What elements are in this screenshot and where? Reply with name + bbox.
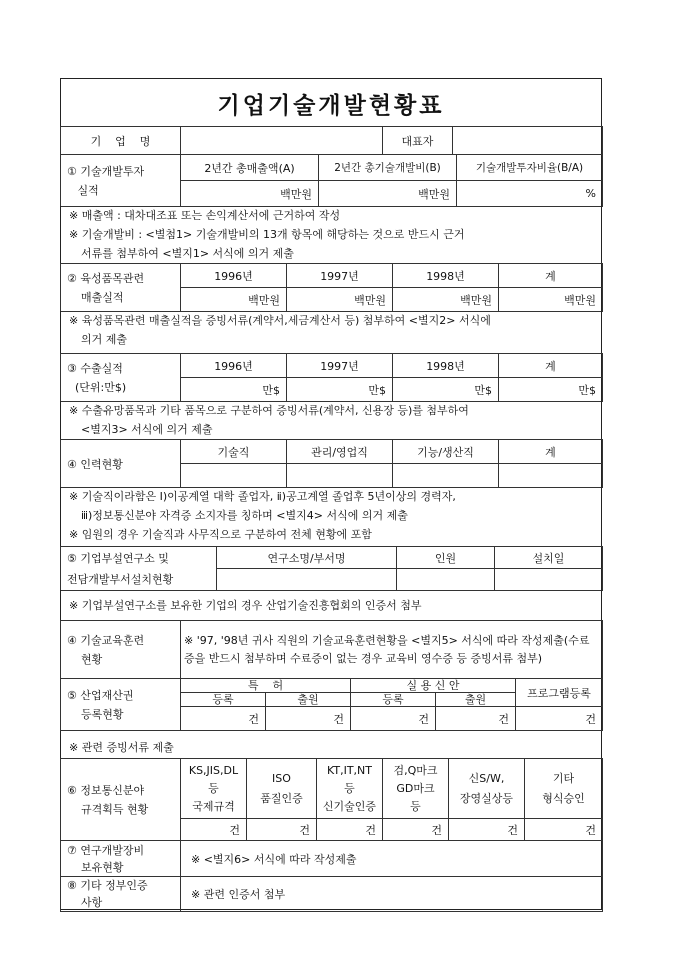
ip-label-line1: ⑤ 산업재산권 (67, 688, 134, 702)
total-header: 계 (499, 440, 603, 464)
rnd-ratio-header: 기술개발투자비율(B/A) (457, 155, 603, 181)
export-label-line1: ③ 수출실적 (67, 361, 123, 375)
notes-section-2 (60, 311, 602, 353)
representative-label: 대표자 (383, 127, 453, 155)
ip-label-line2: 등록현황 (81, 707, 124, 721)
production-staff-field[interactable] (393, 464, 499, 488)
ip-label (61, 679, 181, 731)
nurture-sales-label-line1: ② 육성품목관련 (67, 271, 145, 285)
company-name-label: 기 업 명 (61, 127, 181, 155)
nurture-sales-label (61, 264, 181, 312)
gov-cert-label-line1: ⑧ 기타 정부인증 (67, 879, 148, 892)
rnd-ratio-field[interactable]: % (457, 181, 603, 207)
patent-applied-field[interactable]: 건 (266, 707, 351, 731)
utility-registered-header: 등록 (351, 693, 436, 707)
header-line: 등 (344, 781, 355, 795)
header-line: 신기술인증 (322, 799, 377, 813)
note-line: 의거 제출 (81, 333, 128, 346)
header-line: 형식승인 (542, 791, 585, 805)
rnd-investment-label-line2: 실적 (67, 183, 99, 197)
intl-standard-header (181, 759, 247, 819)
note-line: ※ 임원의 경우 기술직과 사무직으로 구분하여 전체 현황에 포함 (69, 528, 372, 541)
sales-total-field[interactable]: 백만원 (499, 288, 603, 312)
company-table (60, 126, 603, 155)
equipment-instruction: ※ <별지6> 서식에 따라 작성제출 (181, 841, 603, 877)
rnd-investment-label (61, 155, 181, 207)
export-1998-field[interactable]: 만$ (393, 378, 499, 402)
lab-established-header: 설치일 (495, 547, 603, 569)
sales-1996-field[interactable]: 백만원 (181, 288, 287, 312)
total-rnd-cost-header: 2년간 총기술개발비(B) (319, 155, 457, 181)
export-total-field[interactable]: 만$ (499, 378, 603, 402)
header-line: GD마크 (396, 781, 435, 795)
utility-model-header: 실 용 신 안 (351, 679, 516, 693)
training-label (61, 621, 181, 679)
notes-section-4 (60, 487, 602, 546)
patent-header: 특 허 (181, 679, 351, 693)
certification-table (60, 758, 603, 841)
type-approval-header (525, 759, 603, 819)
total-rnd-cost-field[interactable]: 백만원 (319, 181, 457, 207)
year-1996-header: 1996년 (181, 354, 287, 378)
gov-cert-label (61, 877, 181, 912)
rnd-investment-table (60, 154, 603, 207)
patent-registered-header: 등록 (181, 693, 266, 707)
total-sales-header: 2년간 총매출액(A) (181, 155, 319, 181)
new-software-header (449, 759, 525, 819)
research-lab-label-line1: ⑤ 기업부설연구소 및 (61, 547, 217, 569)
lab-established-field[interactable] (495, 569, 603, 591)
gov-cert-instruction: ※ 관련 인증서 첨부 (181, 877, 603, 912)
quality-mark-field[interactable]: 건 (383, 819, 449, 841)
export-label-line2: (단위:만$) (75, 380, 127, 394)
new-tech-header (317, 759, 383, 819)
sales-1998-field[interactable]: 백만원 (393, 288, 499, 312)
note-line: ※ 매출액 : 대차대조표 또는 손익계산서에 근거하여 작성 (69, 209, 341, 222)
note-line: ※ 관련 증빙서류 제출 (69, 741, 174, 754)
technical-staff-field[interactable] (181, 464, 287, 488)
utility-applied-header: 출원 (436, 693, 516, 707)
gov-cert-label-line2: 사항 (81, 896, 103, 909)
note-line: ※ 기업부설연구소를 보유한 기업의 경우 산업기술진흥협회의 인증서 첨부 (69, 599, 422, 612)
sales-1997-field[interactable]: 백만원 (287, 288, 393, 312)
header-line: KT,IT,NT (327, 763, 372, 777)
notes-section-1 (60, 206, 602, 263)
quality-mark-header (383, 759, 449, 819)
patent-registered-field[interactable]: 건 (181, 707, 266, 731)
training-label-line1: ④ 기술교육훈련 (67, 633, 145, 647)
form-title: 기업기술개발현황표 (217, 92, 445, 119)
research-lab-label-line2: 전담개발부서설치현황 (61, 569, 217, 591)
total-sales-field[interactable]: 백만원 (181, 181, 319, 207)
year-1997-header: 1997년 (287, 354, 393, 378)
header-line: 등 (208, 781, 219, 795)
research-lab-table (60, 546, 603, 591)
notes-section-5 (60, 590, 602, 620)
note-line: ※ 기술개발비 : <별첨1> 기술개발비의 13개 항목에 해당하는 것으로 반드시 근거 (69, 228, 465, 241)
staff-total-field[interactable] (499, 464, 603, 488)
header-line: 검,Q마크 (393, 763, 438, 777)
year-1996-header: 1996년 (181, 264, 287, 288)
company-name-field[interactable] (181, 127, 383, 155)
certification-label (61, 759, 181, 841)
note-line: 서류를 첨부하여 <별지1> 서식에 의거 제출 (81, 247, 294, 260)
year-1998-header: 1998년 (393, 354, 499, 378)
nurture-sales-label-line2: 매출실적 (81, 290, 124, 304)
workforce-table (60, 439, 603, 488)
certification-label-line2: 규격획득 현황 (81, 802, 149, 816)
lab-staff-field[interactable] (397, 569, 495, 591)
representative-field[interactable] (453, 127, 603, 155)
lab-name-header: 연구소명/부서명 (217, 547, 397, 569)
header-line: 신S/W, (468, 771, 505, 785)
note-line: ※ 수출유망품목과 기타 품목으로 구분하여 증빙서류(계약서, 신용장 등)를 첨부하여 (69, 404, 469, 417)
export-label (61, 354, 181, 402)
iso-field[interactable]: 건 (247, 819, 317, 841)
header-line: 국제규격 (192, 799, 235, 813)
lab-staff-header: 인원 (397, 547, 495, 569)
certification-label-line1: ⑥ 정보통신분야 (67, 783, 145, 797)
total-header: 계 (499, 264, 603, 288)
header-line: 기타 (552, 771, 575, 785)
type-approval-field[interactable]: 건 (525, 819, 603, 841)
header-line: 등 (410, 799, 421, 813)
patent-applied-header: 출원 (266, 693, 351, 707)
program-registration-field[interactable]: 건 (516, 707, 603, 731)
technical-staff-header: 기술직 (181, 440, 287, 464)
export-1996-field[interactable]: 만$ (181, 378, 287, 402)
intl-standard-field[interactable]: 건 (181, 819, 247, 841)
note-line: ※ 기술직이라함은 Ⅰ)이공계열 대학 졸업자, ⅱ)공고계열 졸업후 5년이상의 경력자, (69, 490, 456, 503)
notes-section-3 (60, 401, 602, 439)
equipment-table (60, 840, 603, 912)
management-staff-field[interactable] (287, 464, 393, 488)
utility-applied-field[interactable]: 건 (436, 707, 516, 731)
lab-name-field[interactable] (217, 569, 397, 591)
ip-table (60, 678, 603, 731)
equipment-label-line1: ⑦ 연구개발장비 (67, 843, 145, 857)
nurture-sales-table (60, 263, 603, 312)
iso-header (247, 759, 317, 819)
equipment-label-line2: 보유현황 (81, 860, 124, 874)
header-line: 장영실상등 (459, 791, 514, 805)
training-label-line2: 현황 (81, 652, 103, 666)
year-1998-header: 1998년 (393, 264, 499, 288)
notes-section-7 (60, 736, 602, 758)
workforce-label: ④ 인력현황 (61, 440, 181, 488)
new-tech-field[interactable]: 건 (317, 819, 383, 841)
note-line: <별지3> 서식에 의거 제출 (81, 423, 213, 436)
export-1997-field[interactable]: 만$ (287, 378, 393, 402)
equipment-label (61, 841, 181, 877)
production-staff-header: 기능/생산직 (393, 440, 499, 464)
training-table (60, 620, 603, 679)
year-1997-header: 1997년 (287, 264, 393, 288)
note-line: ⅲ)정보통신분야 자격증 소지자를 칭하며 <별지4> 서식에 의거 제출 (81, 509, 408, 522)
rnd-investment-label-line1: ① 기술개발투자 (67, 164, 145, 178)
program-registration-header: 프로그램등록 (516, 679, 603, 707)
training-instruction: ※ '97, '98년 귀사 직원의 기술교육훈련현황을 <별지5> 서식에 따라 작성제출(수료증을 반드시 첨부하며 수료증이 없는 경우 교육비 영수증 등 증빙서류 첨부) (181, 621, 603, 679)
header-line: 품질인증 (260, 791, 303, 805)
header-line: ISO (272, 771, 291, 785)
new-software-field[interactable]: 건 (449, 819, 525, 841)
total-header: 계 (499, 354, 603, 378)
management-staff-header: 관리/영업직 (287, 440, 393, 464)
header-line: KS,JIS,DL (188, 763, 239, 777)
note-line: ※ 육성품목관련 매출실적을 증빙서류(계약서,세금계산서 등) 첨부하여 <별지2> 서식에 (69, 314, 491, 327)
utility-registered-field[interactable]: 건 (351, 707, 436, 731)
export-table (60, 353, 603, 402)
